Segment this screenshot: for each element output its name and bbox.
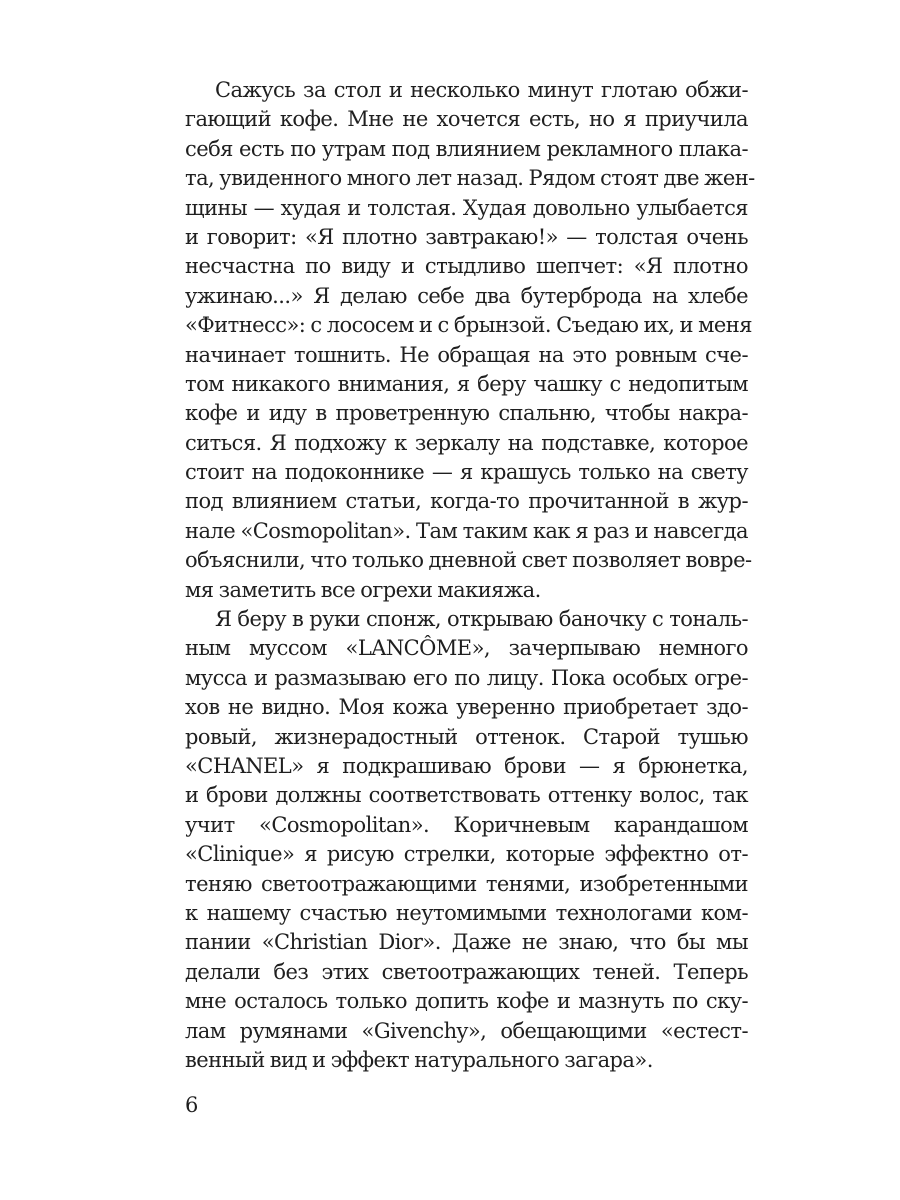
text-line: щины — худая и толстая. Худая довольно улыбается [185, 195, 748, 220]
text-line: «Фитнесс»: с лососем и с брынзой. Съедаю их, и меня [185, 313, 752, 338]
text-line: та, увиденного много лет назад. Рядом стоят две жен- [185, 166, 755, 191]
text-line: хов не видно. Моя кожа уверенно приобретает здо- [185, 695, 748, 720]
text-line: учит «Cosmopolitan». Коричневым карандашом [185, 812, 748, 837]
text-line: несчастна по виду и стыдливо шепчет: «Я плотно [185, 254, 748, 279]
text-line: и брови должны соответствовать оттенку волос, так [185, 783, 748, 808]
text-line: теняю светоотражающими тенями, изобретенными [185, 871, 748, 896]
text-line: к нашему счастью неутомимыми технологами ком- [185, 900, 748, 925]
text-line: стоит на подоконнике — я крашусь только на свету [185, 460, 748, 485]
text-line: делали без этих светоотражающих теней. Теперь [185, 959, 748, 984]
text-line: кофе и иду в проветренную спальню, чтобы накра- [185, 401, 748, 426]
text-line: себя есть по утрам под влиянием рекламного плака- [185, 136, 748, 161]
page-number: 6 [185, 1093, 199, 1117]
text-line: под влиянием статьи, когда-то прочитанной в жур- [185, 489, 748, 514]
text-line: том никакого внимания, я беру чашку с недопитым [185, 371, 748, 396]
text-line: Я беру в руки спонж, открываю баночку с тональ- [215, 607, 748, 632]
text-line: нале «Cosmopolitan». Там таким как я раз и навсегда [185, 518, 748, 543]
text-line: Сажусь за стол и несколько минут глотаю обжи- [215, 78, 748, 102]
text-line: мусса и размазываю его по лицу. Пока особых огре- [185, 665, 748, 690]
text-line: ным муссом «LANCÔME», зачерпываю немного [185, 636, 748, 661]
text-line: «Clinique» я рисую стрелки, которые эффектно от- [185, 842, 748, 867]
text-line: венный вид и эффект натурального загара». [185, 1047, 653, 1072]
text-line: мя заметить все огрехи макияжа. [185, 577, 541, 602]
text-line: начинает тошнить. Не обращая на это ровным сче- [185, 342, 748, 367]
paragraph [185, 76, 755, 605]
text-line: «CHANEL» я подкрашиваю брови — я брюнетка, [185, 753, 748, 778]
body-text [185, 76, 755, 1075]
text-line: мне осталось только допить кофе и мазнуть по ску- [185, 989, 748, 1014]
text-line: лам румянами «Givenchy», обещающими «естест- [185, 1018, 748, 1043]
text-line: пании «Christian Dior». Даже не знаю, что бы мы [185, 930, 748, 955]
text-line: гающий кофе. Мне не хочется есть, но я приучила [185, 107, 748, 132]
text-line: и говорит: «Я плотно завтракаю!» — толстая очень [185, 224, 748, 249]
text-line: ужинаю...» Я делаю себе два бутерброда на хлебе [185, 283, 748, 308]
text-line: ровый, жизнерадостный оттенок. Старой тушью [185, 724, 748, 749]
text-line: ситься. Я подхожу к зеркалу на подставке, которое [185, 430, 748, 455]
text-line: объяснили, что только дневной свет позволяет вовре- [185, 548, 752, 573]
paragraph [185, 605, 748, 1075]
